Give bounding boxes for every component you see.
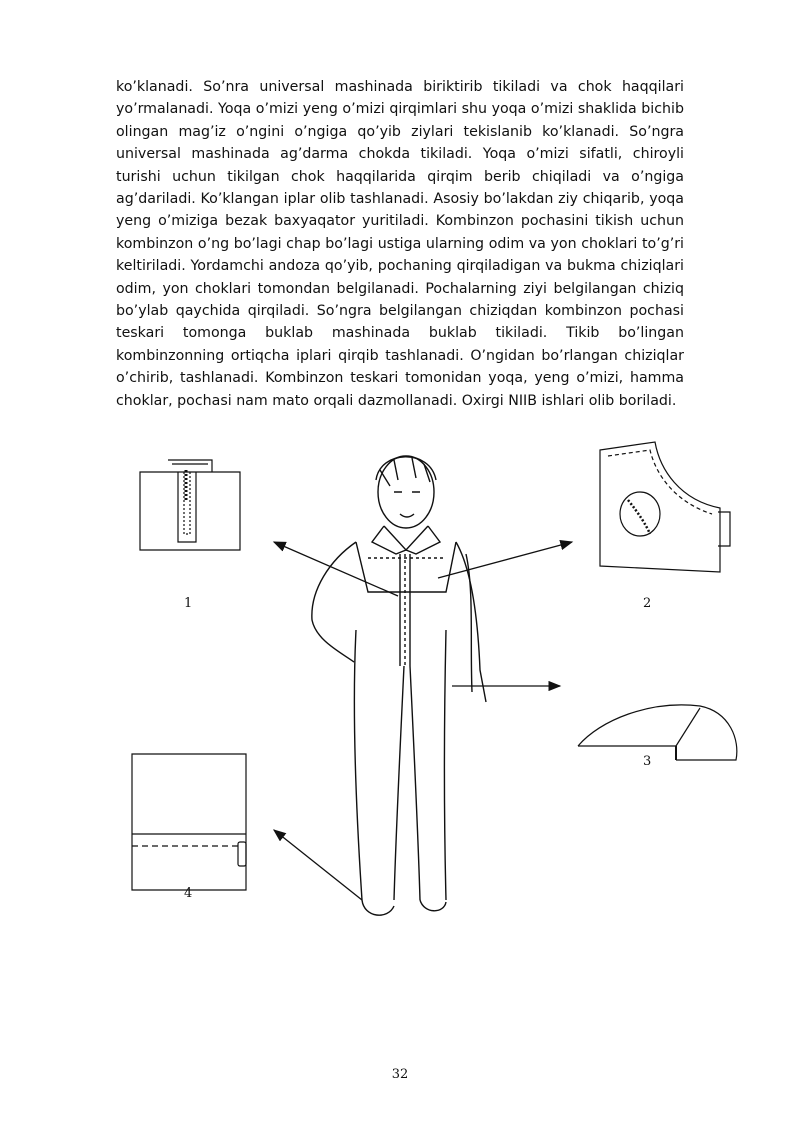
- detail-1-placket: [140, 460, 240, 550]
- pointer-arrows: [274, 542, 572, 900]
- detail-2-armhole: [600, 442, 730, 572]
- figure-label-1: 1: [184, 596, 193, 611]
- figure-drawing: [0, 430, 800, 950]
- figure-label-2: 2: [643, 596, 652, 611]
- page-number: 32: [391, 1067, 409, 1082]
- coverall-figure: [0, 430, 800, 950]
- detail-3-fold: [578, 705, 737, 760]
- body-paragraph: ko’klanadi. So’nra universal mashinada biriktirib tikiladi va chok haqqilari yo’rmalanadi. Yoqa o’mizi yeng o’mizi qirqimlari shu yoqa o’mizi shaklida bichib olingan mag’iz o’ngini o’ngiga qo’yib ziylari tekislanib ko’klanadi. So’ngra universal mashinada ag’darma chokda tikiladi. Yoqa o’mizi sifatli, chiroyli turishi uchun tikilgan chok haqqilarida qirqim berib chiqiladi va o’ngiga ag’dariladi. Ko’klangan iplar olib tashlanadi. Asosiy bo’lakdan ziy chiqarib, yoqa yeng o’miziga bezak baxyaqator yuritiladi. Kombinzon pochasini tikish uchun kombinzon o’ng bo’lagi chap bo’lagi ustiga ularning odim va yon choklari to’g’ri keltiriladi. Yordamchi andoza qo’yib, pochaning qirqiladigan va bukma chiziqlari odim, yon choklari tomondan belgilanadi. Pochalarning ziyi belgilangan chiziq bo’ylab qaychida qirqiladi. So’ngra belgilangan chiziqdan kombinzon pochasi teskari tomonga buklab mashinada buklab tikiladi. Tikib bo’lingan kombinzonning ortiqcha iplari qirqib tashlanadi. O’ngidan bo’rlangan chiziqlar o’chirib, tashlanadi. Kombinzon teskari tomonidan yoqa, yeng o’mizi, hamma choklar, pochasi nam mato orqali dazmollanadi. Oxirgi NIIB ishlari olib boriladi.: [116, 79, 684, 409]
- figure-label-4: 4: [184, 886, 193, 901]
- figure-label-3: 3: [643, 754, 652, 769]
- detail-4-hem: [132, 754, 246, 890]
